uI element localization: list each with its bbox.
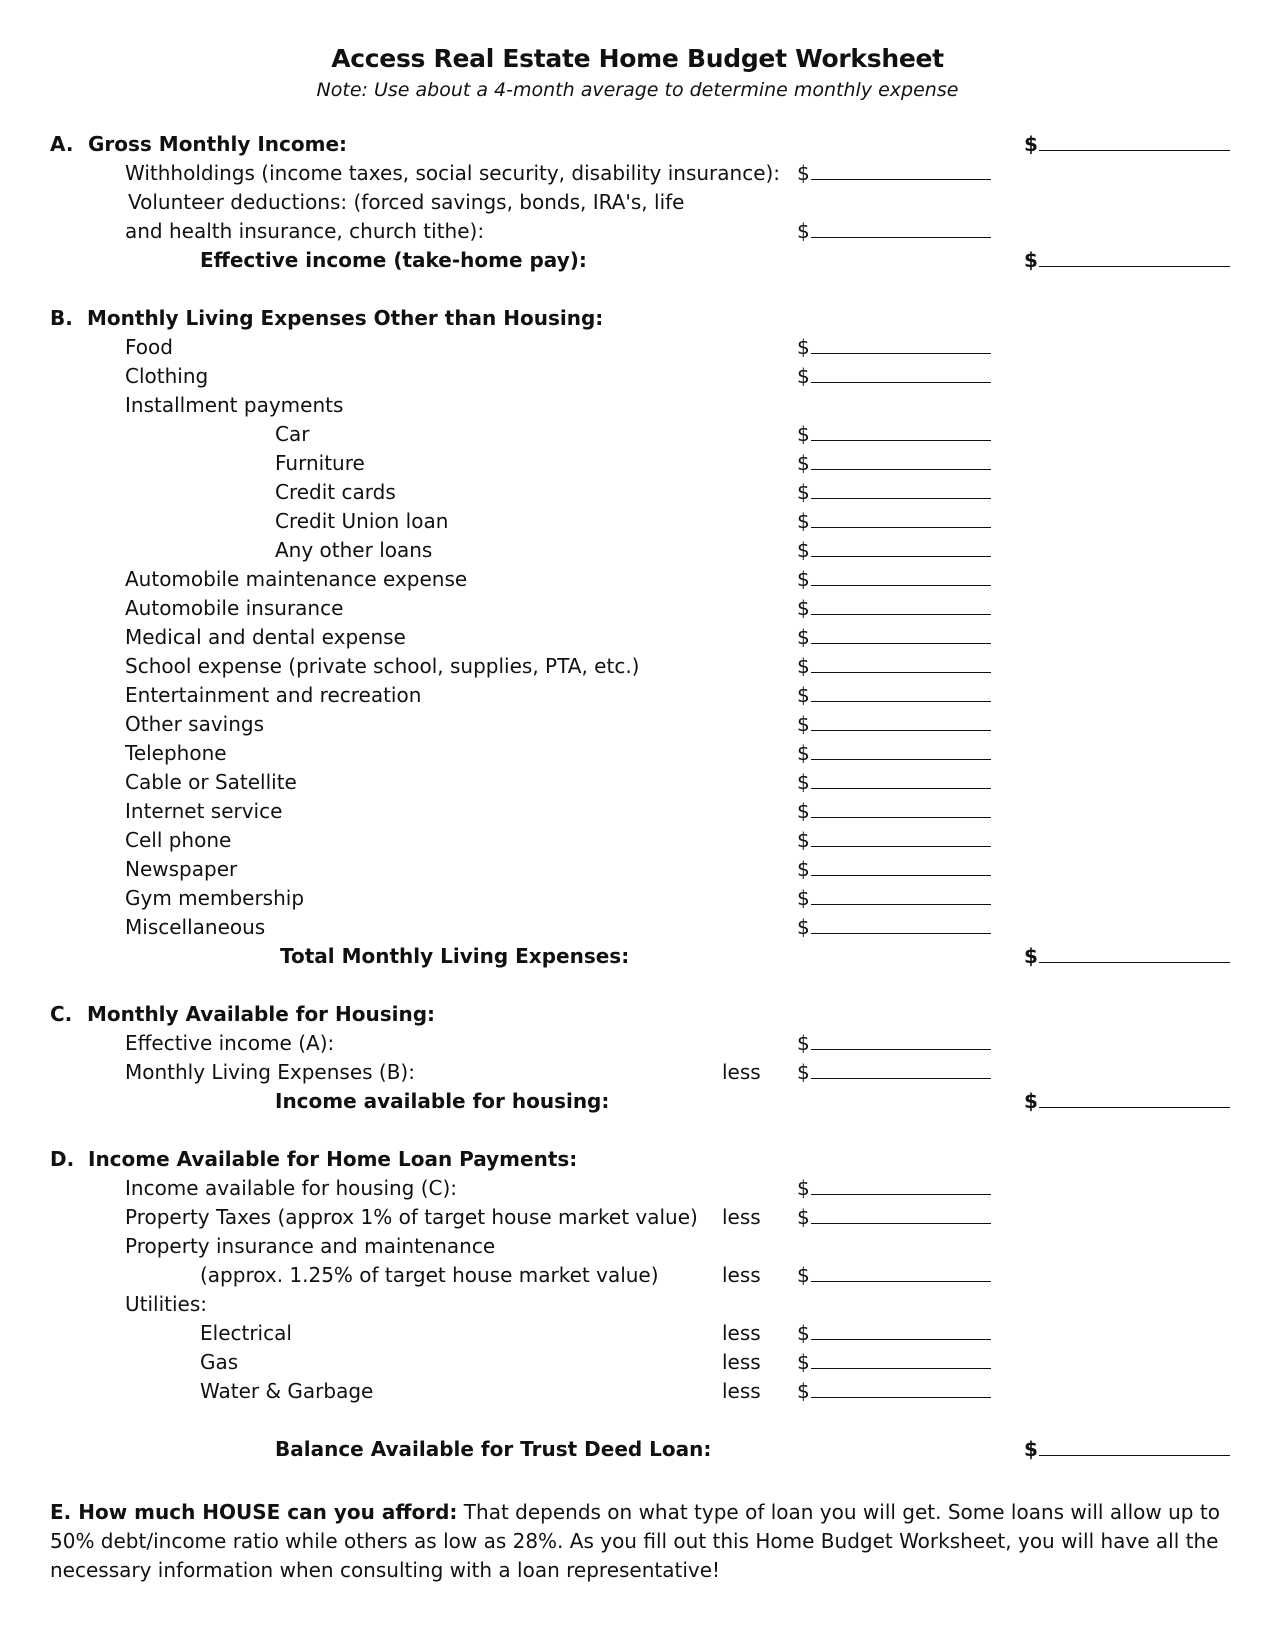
food-row [0, 333, 1275, 362]
effective-income-label: Effective income (take-home pay): [200, 248, 587, 272]
dollar-sign: $ [797, 1031, 810, 1055]
withholdings-field[interactable] [797, 159, 991, 188]
entertainment-row [0, 681, 1275, 710]
dollar-sign: $ [797, 1350, 810, 1374]
property-insurance-field[interactable] [797, 1261, 991, 1290]
section-b-heading: Monthly Living Expenses Other than Housing: [87, 306, 604, 330]
auto-maint-label: Automobile maintenance expense [125, 567, 468, 591]
medical-label: Medical and dental expense [125, 625, 406, 649]
electrical-row [0, 1319, 1275, 1348]
other-loans-row [0, 536, 1275, 565]
section-e-text: That depends on what type of loan you will get. Some loans will allow up to 50% debt/income ratio while others as low as 28%. As you fill out this Home Budget Worksheet, you will have all the necessary information when consulting with a loan representative! [50, 1500, 1220, 1582]
section-b-heading-row [0, 304, 1275, 333]
income-available-label: Income available for housing: [275, 1089, 610, 1113]
dollar-sign: $ [797, 1321, 810, 1345]
medical-field[interactable] [797, 623, 991, 652]
installment-label: Installment payments [125, 393, 344, 417]
section-d-heading: Income Available for Home Loan Payments: [88, 1147, 578, 1171]
credit-union-field[interactable] [797, 507, 991, 536]
gas-label: Gas [200, 1350, 239, 1374]
dollar-sign: $ [797, 1205, 810, 1229]
dollar-sign: $ [1024, 248, 1038, 272]
withholdings-row [0, 159, 1275, 188]
income-c-field[interactable] [797, 1174, 991, 1203]
dollar-sign: $ [797, 161, 810, 185]
living-b-field[interactable] [797, 1058, 991, 1087]
income-c-label: Income available for housing (C): [125, 1176, 458, 1200]
dollar-sign: $ [1024, 1089, 1038, 1113]
other-loans-field[interactable] [797, 536, 991, 565]
less-label: less [722, 1205, 761, 1229]
dollar-sign: $ [797, 828, 810, 852]
cable-label: Cable or Satellite [125, 770, 297, 794]
page-title: Access Real Estate Home Budget Worksheet [331, 44, 944, 73]
dollar-sign: $ [797, 1263, 810, 1287]
total-living-label: Total Monthly Living Expenses: [280, 944, 630, 968]
effective-income-row [0, 246, 1275, 275]
dollar-sign: $ [797, 712, 810, 736]
gas-row [0, 1348, 1275, 1377]
effective-a-label: Effective income (A): [125, 1031, 335, 1055]
dollar-sign: $ [797, 1176, 810, 1200]
dollar-sign: $ [797, 335, 810, 359]
clothing-field[interactable] [797, 362, 991, 391]
dollar-sign: $ [797, 1060, 810, 1084]
dollar-sign: $ [797, 219, 810, 243]
dollar-sign: $ [797, 654, 810, 678]
dollar-sign: $ [797, 480, 810, 504]
balance-field[interactable] [1024, 1435, 1230, 1464]
page-note: Note: Use about a 4-month average to determine monthly expense [316, 79, 959, 101]
volunteer-field[interactable] [797, 217, 991, 246]
utilities-row [0, 1290, 1275, 1319]
furniture-label: Furniture [275, 451, 365, 475]
gym-row [0, 884, 1275, 913]
cell-field[interactable] [797, 826, 991, 855]
dollar-sign: $ [797, 915, 810, 939]
property-insurance-label-line2: (approx. 1.25% of target house market value) [200, 1263, 659, 1287]
dollar-sign: $ [797, 741, 810, 765]
newspaper-field[interactable] [797, 855, 991, 884]
less-label: less [722, 1263, 761, 1287]
car-row [0, 420, 1275, 449]
furniture-field[interactable] [797, 449, 991, 478]
income-c-row [0, 1174, 1275, 1203]
cable-row [0, 768, 1275, 797]
dollar-sign: $ [797, 451, 810, 475]
cell-label: Cell phone [125, 828, 232, 852]
dollar-sign: $ [797, 799, 810, 823]
dollar-sign: $ [797, 886, 810, 910]
section-a-letter: A. [50, 132, 74, 156]
section-e-paragraph [50, 1498, 1220, 1585]
credit-cards-field[interactable] [797, 478, 991, 507]
entertainment-field[interactable] [797, 681, 991, 710]
internet-field[interactable] [797, 797, 991, 826]
credit-cards-row [0, 478, 1275, 507]
car-field[interactable] [797, 420, 991, 449]
dollar-sign: $ [1024, 1437, 1038, 1461]
dollar-sign: $ [797, 683, 810, 707]
misc-row [0, 913, 1275, 942]
dollar-sign: $ [1024, 132, 1038, 156]
entertainment-label: Entertainment and recreation [125, 683, 422, 707]
dollar-sign: $ [797, 625, 810, 649]
credit-cards-label: Credit cards [275, 480, 396, 504]
dollar-sign: $ [797, 567, 810, 591]
volunteer-label-line2: and health insurance, church tithe): [125, 219, 485, 243]
less-label: less [722, 1350, 761, 1374]
effective-income-field[interactable] [1024, 246, 1230, 275]
credit-union-row [0, 507, 1275, 536]
cable-field[interactable] [797, 768, 991, 797]
auto-ins-row [0, 594, 1275, 623]
misc-label: Miscellaneous [125, 915, 266, 939]
less-label: less [722, 1379, 761, 1403]
total-living-row [0, 942, 1275, 971]
internet-label: Internet service [125, 799, 283, 823]
dollar-sign: $ [1024, 944, 1038, 968]
less-label: less [722, 1321, 761, 1345]
gross-income-field[interactable] [1024, 130, 1230, 159]
medical-row [0, 623, 1275, 652]
newspaper-row [0, 855, 1275, 884]
income-available-row [0, 1087, 1275, 1116]
volunteer-label-line1: Volunteer deductions: (forced savings, bonds, IRA's, life [128, 190, 685, 214]
telephone-row [0, 739, 1275, 768]
property-insurance-row-1 [0, 1232, 1275, 1261]
less-label: less [722, 1060, 761, 1084]
internet-row [0, 797, 1275, 826]
section-c-heading-row [0, 1000, 1275, 1029]
misc-field[interactable] [797, 913, 991, 942]
newspaper-label: Newspaper [125, 857, 238, 881]
other-savings-row [0, 710, 1275, 739]
volunteer-row-2 [0, 217, 1275, 246]
cell-row [0, 826, 1275, 855]
section-c-letter: C. [50, 1002, 73, 1026]
section-e-lead: E. How much HOUSE can you afford: [50, 1500, 458, 1524]
living-b-label: Monthly Living Expenses (B): [125, 1060, 415, 1084]
living-b-row [0, 1058, 1275, 1087]
telephone-field[interactable] [797, 739, 991, 768]
water-row [0, 1377, 1275, 1406]
school-field[interactable] [797, 652, 991, 681]
total-living-field[interactable] [1024, 942, 1230, 971]
other-savings-field[interactable] [797, 710, 991, 739]
property-taxes-row [0, 1203, 1275, 1232]
volunteer-row-1 [0, 188, 1275, 217]
section-b-letter: B. [50, 306, 73, 330]
electrical-label: Electrical [200, 1321, 292, 1345]
effective-a-field[interactable] [797, 1029, 991, 1058]
property-taxes-field[interactable] [797, 1203, 991, 1232]
withholdings-label: Withholdings (income taxes, social security, disability insurance): [125, 161, 781, 185]
electrical-field[interactable] [797, 1319, 991, 1348]
dollar-sign: $ [797, 422, 810, 446]
dollar-sign: $ [797, 538, 810, 562]
property-insurance-label-line1: Property insurance and maintenance [125, 1234, 496, 1258]
gym-label: Gym membership [125, 886, 305, 910]
other-savings-label: Other savings [125, 712, 265, 736]
dollar-sign: $ [797, 1379, 810, 1403]
section-c-heading: Monthly Available for Housing: [87, 1002, 436, 1026]
property-insurance-row-2 [0, 1261, 1275, 1290]
auto-ins-label: Automobile insurance [125, 596, 344, 620]
auto-ins-field[interactable] [797, 594, 991, 623]
dollar-sign: $ [797, 509, 810, 533]
water-label: Water & Garbage [200, 1379, 374, 1403]
gym-field[interactable] [797, 884, 991, 913]
dollar-sign: $ [797, 770, 810, 794]
balance-row [0, 1435, 1275, 1464]
property-taxes-label: Property Taxes (approx 1% of target house market value) [125, 1205, 698, 1229]
other-loans-label: Any other loans [275, 538, 433, 562]
credit-union-label: Credit Union loan [275, 509, 449, 533]
food-label: Food [125, 335, 173, 359]
clothing-row [0, 362, 1275, 391]
auto-maint-row [0, 565, 1275, 594]
car-label: Car [275, 422, 310, 446]
utilities-label: Utilities: [125, 1292, 208, 1316]
telephone-label: Telephone [125, 741, 227, 765]
gas-field[interactable] [797, 1348, 991, 1377]
section-d-heading-row [0, 1145, 1275, 1174]
furniture-row [0, 449, 1275, 478]
water-field[interactable] [797, 1377, 991, 1406]
section-a-heading: Gross Monthly Income: [88, 132, 348, 156]
dollar-sign: $ [797, 596, 810, 620]
income-available-field[interactable] [1024, 1087, 1230, 1116]
effective-a-row [0, 1029, 1275, 1058]
installment-row [0, 391, 1275, 420]
dollar-sign: $ [797, 857, 810, 881]
auto-maint-field[interactable] [797, 565, 991, 594]
clothing-label: Clothing [125, 364, 209, 388]
school-row [0, 652, 1275, 681]
balance-label: Balance Available for Trust Deed Loan: [275, 1437, 712, 1461]
section-a-heading-row [0, 130, 1275, 159]
dollar-sign: $ [797, 364, 810, 388]
section-d-letter: D. [50, 1147, 75, 1171]
food-field[interactable] [797, 333, 991, 362]
school-label: School expense (private school, supplies, PTA, etc.) [125, 654, 640, 678]
